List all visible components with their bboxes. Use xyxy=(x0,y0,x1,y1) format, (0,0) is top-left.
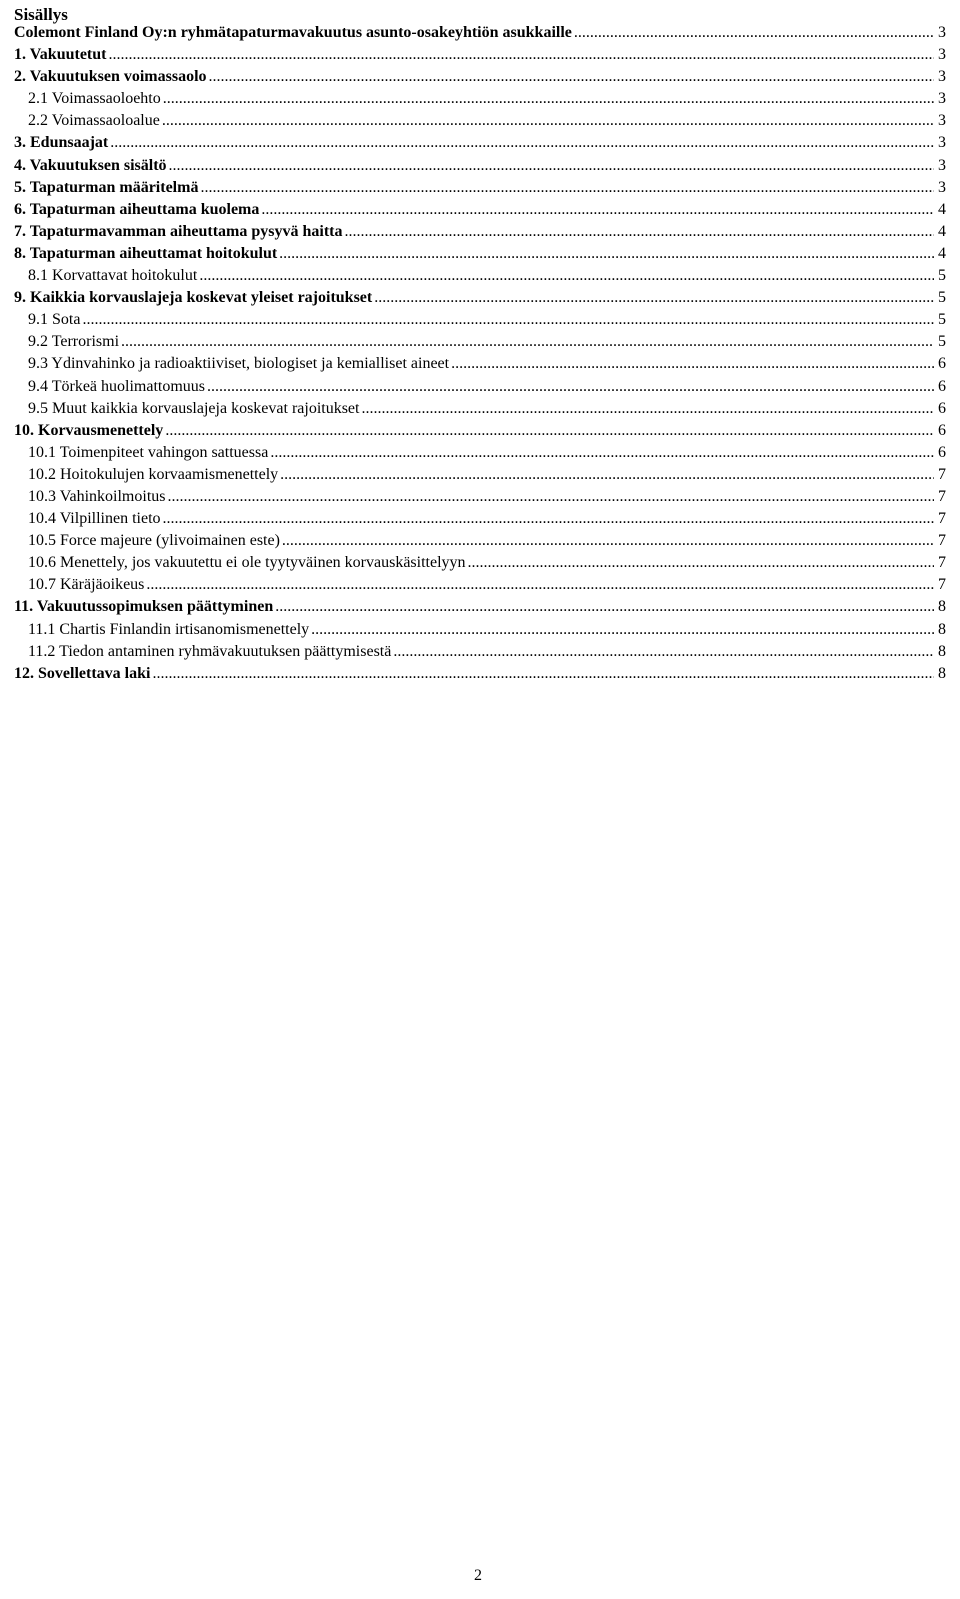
toc-entry[interactable] xyxy=(14,177,946,199)
toc-entry-title: 2.2 Voimassaoloalue xyxy=(28,112,160,130)
toc-entry-page: 7 xyxy=(938,510,946,528)
toc-entry-title: 10.3 Vahinkoilmoitus xyxy=(28,487,166,505)
toc-dot-leader xyxy=(207,376,934,398)
toc-entry-page: 8 xyxy=(938,598,946,616)
toc-entry[interactable] xyxy=(14,663,946,685)
toc-entry-page: 3 xyxy=(938,90,946,108)
toc-dot-leader xyxy=(280,464,934,486)
toc-dot-leader xyxy=(82,309,934,331)
toc-entry-page: 6 xyxy=(938,421,946,439)
toc-entry-page: 4 xyxy=(938,200,946,218)
toc-entry[interactable] xyxy=(14,88,946,110)
toc-dot-leader xyxy=(270,442,934,464)
toc-dot-leader xyxy=(261,199,934,221)
toc-entry-page: 7 xyxy=(938,465,946,483)
toc-entry-title: 9.1 Sota xyxy=(28,311,81,329)
toc-entry[interactable] xyxy=(14,199,946,221)
toc-entry-title: 9.3 Ydinvahinko ja radioaktiiviset, biologiset ja kemialliset aineet xyxy=(28,355,450,373)
toc-dot-leader xyxy=(152,663,934,685)
toc-entry-title: 2.1 Voimassaoloehto xyxy=(28,90,161,108)
toc-entry-page: 8 xyxy=(938,620,946,638)
toc-dot-leader xyxy=(468,552,934,574)
toc-list xyxy=(14,22,946,685)
toc-entry-page: 5 xyxy=(938,311,946,329)
toc-dot-leader xyxy=(165,420,934,442)
toc-dot-leader xyxy=(121,331,934,353)
toc-dot-leader xyxy=(279,243,934,265)
toc-entry-page: 6 xyxy=(938,443,946,461)
toc-entry-title: 10.2 Hoitokulujen korvaamismenettely xyxy=(28,465,279,483)
toc-dot-leader xyxy=(146,574,934,596)
toc-dot-leader xyxy=(168,486,935,508)
toc-entry-title: 12. Sovellettava laki xyxy=(14,664,151,682)
toc-dot-leader xyxy=(344,221,934,243)
toc-entry[interactable] xyxy=(14,265,946,287)
toc-entry-page: 5 xyxy=(938,289,946,307)
toc-entry-title: Colemont Finland Oy:n ryhmätapaturmavakuutus asunto-osakeyhtiön asukkaille xyxy=(14,24,572,41)
toc-entry-title: 11. Vakuutussopimuksen päättyminen xyxy=(14,598,274,616)
toc-entry[interactable] xyxy=(14,22,946,44)
toc-entry-page: 7 xyxy=(938,532,946,550)
toc-dot-leader xyxy=(162,110,934,132)
toc-entry[interactable] xyxy=(14,110,946,132)
toc-entry-page: 3 xyxy=(938,178,946,196)
toc-entry[interactable] xyxy=(14,574,946,596)
toc-entry-title: 9.2 Terrorismi xyxy=(28,333,120,351)
toc-dot-leader xyxy=(374,287,934,309)
toc-dot-leader xyxy=(393,641,934,663)
toc-dot-leader xyxy=(574,22,934,44)
toc-entry-title: 10.4 Vilpillinen tieto xyxy=(28,510,161,528)
toc-entry-title: 8.1 Korvattavat hoitokulut xyxy=(28,267,198,285)
toc-entry-page: 4 xyxy=(938,244,946,262)
toc-entry-title: 1. Vakuutetut xyxy=(14,46,107,64)
toc-entry[interactable] xyxy=(14,508,946,530)
toc-heading: Sisällys xyxy=(14,5,68,24)
toc-entry-title: 2. Vakuutuksen voimassaolo xyxy=(14,68,207,86)
toc-entry[interactable] xyxy=(14,596,946,618)
toc-entry[interactable] xyxy=(14,552,946,574)
toc-dot-leader xyxy=(163,508,934,530)
toc-entry[interactable] xyxy=(14,530,946,552)
toc-entry-page: 8 xyxy=(938,664,946,682)
toc-entry[interactable] xyxy=(14,353,946,375)
toc-entry-page: 7 xyxy=(938,576,946,594)
toc-dot-leader xyxy=(311,619,934,641)
toc-entry[interactable] xyxy=(14,287,946,309)
toc-entry[interactable] xyxy=(14,66,946,88)
toc-dot-leader xyxy=(163,88,934,110)
toc-entry-page: 3 xyxy=(938,134,946,152)
toc-entry-page: 6 xyxy=(938,355,946,373)
toc-dot-leader xyxy=(108,44,934,66)
toc-entry-title: 10.5 Force majeure (ylivoimainen este) xyxy=(28,532,280,550)
toc-entry[interactable] xyxy=(14,155,946,177)
toc-entry-page: 7 xyxy=(938,487,946,505)
toc-entry-title: 9.5 Muut kaikkia korvauslajeja koskevat rajoitukset xyxy=(28,399,360,417)
toc-entry-page: 3 xyxy=(938,46,946,64)
toc-dot-leader xyxy=(200,177,934,199)
toc-entry-page: 4 xyxy=(938,222,946,240)
toc-entry[interactable] xyxy=(14,44,946,66)
toc-entry-title: 6. Tapaturman aiheuttama kuolema xyxy=(14,200,260,218)
toc-entry-title: 8. Tapaturman aiheuttamat hoitokulut xyxy=(14,244,278,262)
document-page xyxy=(14,0,946,1599)
toc-entry-title: 9.4 Törkeä huolimattomuus xyxy=(28,377,206,395)
toc-entry-title: 4. Vakuutuksen sisältö xyxy=(14,156,167,174)
toc-dot-leader xyxy=(361,398,934,420)
toc-entry-page: 3 xyxy=(938,156,946,174)
toc-entry-page: 6 xyxy=(938,377,946,395)
toc-entry[interactable] xyxy=(14,132,946,154)
toc-entry-title: 10.1 Toimenpiteet vahingon sattuessa xyxy=(28,443,269,461)
toc-dot-leader xyxy=(275,596,934,618)
toc-entry-page: 3 xyxy=(938,24,946,41)
toc-entry-title: 10.6 Menettely, jos vakuutettu ei ole tyytyväinen korvauskäsittelyyn xyxy=(28,554,466,572)
toc-entry-page: 5 xyxy=(938,267,946,285)
toc-dot-leader xyxy=(110,132,934,154)
toc-entry[interactable] xyxy=(14,420,946,442)
toc-entry[interactable] xyxy=(14,619,946,641)
toc-entry-title: 11.2 Tiedon antaminen ryhmävakuutuksen päättymisestä xyxy=(28,642,392,660)
toc-entry[interactable] xyxy=(14,442,946,464)
toc-dot-leader xyxy=(199,265,934,287)
toc-entry-page: 7 xyxy=(938,554,946,572)
toc-entry[interactable] xyxy=(14,464,946,486)
toc-entry-title: 7. Tapaturmavamman aiheuttama pysyvä haitta xyxy=(14,222,343,240)
page-number: 2 xyxy=(474,1567,482,1584)
toc-entry-page: 5 xyxy=(938,333,946,351)
toc-entry[interactable] xyxy=(14,221,946,243)
toc-entry[interactable] xyxy=(14,243,946,265)
toc-entry[interactable] xyxy=(14,486,946,508)
toc-entry[interactable] xyxy=(14,641,946,663)
toc-entry[interactable] xyxy=(14,331,946,353)
toc-entry-page: 3 xyxy=(938,112,946,130)
toc-dot-leader xyxy=(282,530,934,552)
toc-entry-title: 10.7 Käräjäoikeus xyxy=(28,576,145,594)
toc-entry-title: 10. Korvausmenettely xyxy=(14,421,164,439)
toc-dot-leader xyxy=(451,353,934,375)
toc-entry-title: 3. Edunsaajat xyxy=(14,134,109,152)
toc-entry[interactable] xyxy=(14,398,946,420)
toc-entry-title: 5. Tapaturman määritelmä xyxy=(14,178,199,196)
toc-dot-leader xyxy=(209,66,934,88)
toc-entry-title: 11.1 Chartis Finlandin irtisanomismenettely xyxy=(28,620,310,638)
toc-entry-page: 3 xyxy=(938,68,946,86)
toc-entry-page: 6 xyxy=(938,399,946,417)
toc-entry-title: 9. Kaikkia korvauslajeja koskevat yleiset rajoitukset xyxy=(14,289,373,307)
toc-dot-leader xyxy=(169,155,934,177)
toc-entry[interactable] xyxy=(14,376,946,398)
toc-entry-page: 8 xyxy=(938,642,946,660)
toc-entry[interactable] xyxy=(14,309,946,331)
